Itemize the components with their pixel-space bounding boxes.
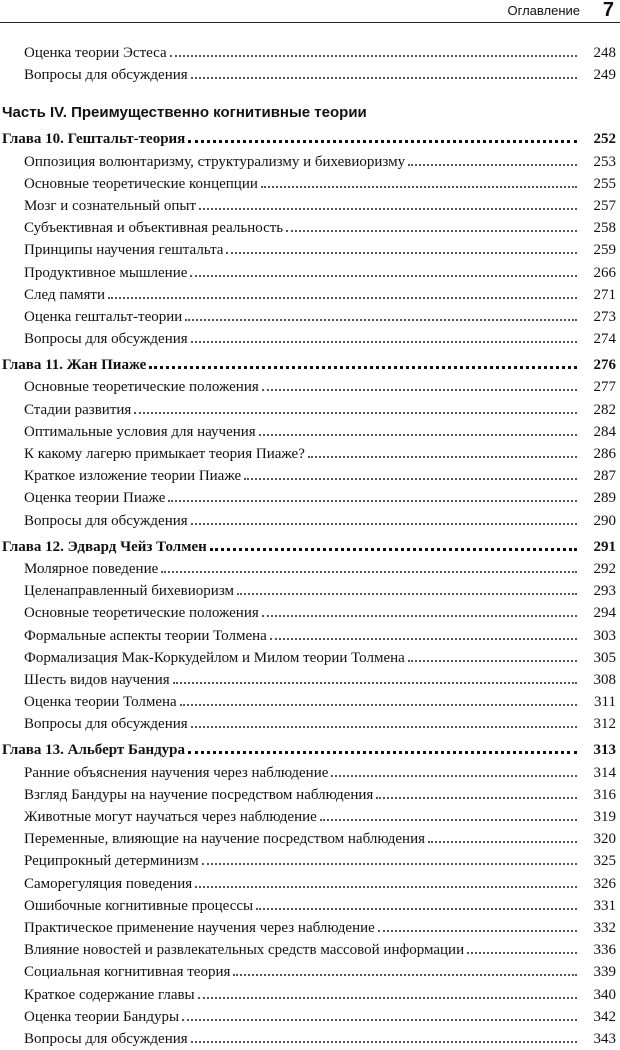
toc-entry[interactable] — [0, 151, 620, 173]
table-of-contents — [0, 42, 620, 1050]
toc-entry-title: Вопросы для обсуждения — [24, 331, 188, 348]
toc-entry[interactable] — [0, 64, 620, 86]
toc-entry-title: Оценка теории Пиаже — [24, 490, 166, 507]
dot-leader — [244, 478, 577, 480]
toc-entry[interactable] — [0, 713, 620, 735]
toc-page-number: 312 — [593, 716, 616, 733]
toc-entry[interactable] — [0, 580, 620, 602]
dot-leader — [259, 434, 577, 436]
toc-entry[interactable] — [0, 239, 620, 261]
dot-leader — [198, 997, 577, 999]
dot-leader — [191, 523, 577, 525]
toc-entry-title: Оценка гештальт-теории — [24, 308, 183, 325]
toc-entry[interactable] — [0, 669, 620, 691]
dot-leader — [376, 797, 577, 799]
toc-entry[interactable] — [0, 195, 620, 217]
toc-entry-title: Переменные, влияющие на научение посредством наблюдения — [24, 831, 426, 848]
toc-entry[interactable] — [0, 1028, 620, 1050]
toc-page-number: 274 — [593, 331, 616, 348]
toc-entry[interactable] — [0, 895, 620, 917]
toc-page-number: 289 — [593, 490, 616, 507]
dot-leader — [408, 164, 577, 166]
toc-entry[interactable] — [0, 850, 620, 872]
toc-page-number: 340 — [593, 986, 616, 1003]
toc-entry-title: Мозг и сознательный опыт — [24, 197, 197, 214]
dot-leader — [108, 297, 577, 299]
toc-entry-title: Вопросы для обсуждения — [24, 716, 188, 733]
toc-page-number: 325 — [593, 853, 616, 870]
dot-leader — [185, 319, 577, 321]
toc-page-number: 331 — [593, 897, 616, 914]
toc-entry-title: Оценка теории Бандуры — [24, 1008, 180, 1025]
toc-entry-title: Шесть видов научения — [24, 671, 170, 688]
dot-leader — [233, 974, 577, 976]
dot-leader — [199, 208, 577, 210]
toc-page-number: 277 — [593, 379, 616, 396]
toc-entry[interactable] — [0, 262, 620, 284]
toc-page-number: 284 — [593, 423, 616, 440]
toc-entry-title: Продуктивное мышление — [24, 264, 188, 281]
chapter-heading[interactable] — [0, 536, 620, 558]
chapter-heading[interactable] — [0, 739, 620, 761]
dot-leader — [191, 77, 577, 79]
toc-page-number: 336 — [593, 942, 616, 959]
toc-entry[interactable] — [0, 510, 620, 532]
dot-leader — [331, 775, 577, 777]
dot-leader — [191, 726, 577, 728]
dot-leader — [320, 819, 577, 821]
dot-leader — [195, 886, 577, 888]
toc-entry-title: Формализация Мак-Коркудейлом и Милом теории Толмена — [24, 649, 405, 666]
toc-page-number: 286 — [593, 446, 616, 462]
dot-leader — [182, 1019, 577, 1021]
toc-entry-title: Глава 12. Эдвард Чейз Толмен — [2, 538, 207, 555]
toc-entry[interactable] — [0, 328, 620, 350]
toc-page-number: 326 — [593, 875, 616, 892]
toc-entry-title: Ошибочные когнитивные процессы — [24, 897, 254, 914]
toc-entry[interactable] — [0, 984, 620, 1006]
toc-entry[interactable] — [0, 828, 620, 850]
toc-entry-title: Взгляд Бандуры на научение посредством наблюдения — [24, 786, 374, 803]
dot-leader — [210, 548, 577, 551]
chapter-heading[interactable] — [0, 354, 620, 376]
toc-page-number: 308 — [593, 671, 616, 688]
toc-entry-title: Глава 10. Гештальт-теория — [2, 131, 186, 148]
toc-page-number: 253 — [593, 153, 616, 170]
dot-leader — [180, 704, 577, 706]
toc-entry-title: Глава 13. Альберт Бандура — [2, 742, 186, 759]
toc-entry[interactable] — [0, 647, 620, 669]
toc-entry-title: Краткое содержание главы — [24, 986, 195, 1003]
toc-page-number: 257 — [593, 197, 616, 214]
toc-page-number: 291 — [593, 538, 616, 555]
toc-entry[interactable] — [0, 917, 620, 939]
toc-entry[interactable] — [0, 306, 620, 328]
toc-entry[interactable] — [0, 691, 620, 713]
toc-page-number: 271 — [593, 286, 616, 303]
dot-leader — [149, 366, 577, 369]
header-title: Оглавление — [507, 3, 580, 18]
toc-page-number: 292 — [593, 560, 616, 577]
toc-entry[interactable] — [0, 1006, 620, 1028]
dot-leader — [161, 571, 577, 573]
chapter-block — [0, 739, 620, 1050]
dot-leader — [408, 660, 577, 662]
dot-leader — [190, 275, 577, 277]
toc-entry-title: Реципрокный детерминизм — [24, 853, 199, 870]
toc-entry[interactable] — [0, 873, 620, 895]
toc-page-number: 305 — [593, 649, 616, 666]
toc-page-number: 290 — [593, 512, 616, 529]
toc-entry-title: Оптимальные условия для научения — [24, 423, 256, 440]
toc-page-number: 316 — [593, 786, 616, 803]
toc-page-number: 276 — [593, 357, 616, 374]
dot-leader — [173, 682, 577, 684]
toc-entry[interactable] — [0, 217, 620, 239]
toc-page-number: 249 — [593, 67, 616, 84]
toc-entry-title: Глава 11. Жан Пиаже — [2, 357, 147, 374]
toc-page-number: 319 — [593, 809, 616, 825]
toc-page-number: 258 — [593, 220, 616, 237]
toc-entry[interactable] — [0, 376, 620, 398]
dot-leader — [188, 751, 577, 754]
part-heading: Часть IV. Преимущественно когнитивные теории — [2, 104, 367, 122]
toc-page-number: 273 — [593, 308, 616, 325]
toc-entry[interactable] — [0, 487, 620, 509]
toc-entry-title: Краткое изложение теории Пиаже — [24, 468, 242, 485]
toc-entry[interactable] — [0, 602, 620, 624]
toc-page-number: 320 — [593, 831, 616, 848]
toc-entry-title: Социальная когнитивная теория — [24, 964, 231, 981]
toc-entry[interactable] — [0, 443, 620, 465]
page-number: 7 — [602, 0, 614, 21]
toc-entry-title: Основные теоретические положения — [24, 605, 259, 622]
toc-entry-title: Основные теоретические концепции — [24, 175, 258, 192]
toc-entry[interactable] — [0, 762, 620, 784]
toc-entry[interactable] — [0, 558, 620, 580]
toc-entry-title: Влияние новостей и развлекательных средств массовой информации — [24, 942, 465, 959]
dot-leader — [262, 615, 577, 617]
toc-entry-title: Вопросы для обсуждения — [24, 67, 188, 84]
running-header — [0, 0, 620, 23]
toc-entry-title: Вопросы для обсуждения — [24, 512, 188, 529]
dot-leader — [428, 841, 577, 843]
dot-leader — [226, 252, 577, 254]
toc-entry[interactable] — [0, 961, 620, 983]
toc-page-number: 314 — [593, 764, 616, 781]
toc-entry-title: Молярное поведение — [24, 560, 159, 577]
toc-entry-title: Принципы научения гештальта — [24, 242, 224, 259]
toc-entry[interactable] — [0, 939, 620, 961]
toc-entry-title: Вопросы для обсуждения — [24, 1030, 188, 1047]
toc-entry-title: Оппозиция волюнтаризму, структурализму и бихевиоризму — [24, 153, 406, 170]
dot-leader — [286, 230, 577, 232]
toc-entry-title: Стадии развития — [24, 401, 132, 418]
dot-leader — [261, 186, 577, 188]
toc-entry-title: Практическое применение научения через наблюдение — [24, 919, 375, 936]
toc-entry[interactable] — [0, 784, 620, 806]
toc-page-number: 252 — [593, 131, 616, 148]
toc-page-number: 311 — [594, 694, 616, 711]
toc-entry-title: Ранние объяснения научения через наблюдение — [24, 764, 329, 781]
dot-leader — [378, 930, 577, 932]
toc-page-number: 248 — [593, 45, 616, 61]
dot-leader — [170, 55, 577, 57]
dot-leader — [270, 638, 577, 640]
toc-entry[interactable] — [0, 465, 620, 487]
toc-entry-title: Целенаправленный бихевиоризм — [24, 583, 235, 600]
toc-page-number: 255 — [593, 175, 616, 192]
toc-page-number: 293 — [593, 583, 616, 600]
toc-entry-title: Основные теоретические положения — [24, 379, 259, 396]
dot-leader — [191, 341, 577, 343]
toc-page-number: 259 — [593, 242, 616, 259]
toc-entry[interactable] — [0, 173, 620, 195]
toc-page-number: 343 — [593, 1030, 616, 1047]
toc-page-number: 313 — [593, 742, 616, 759]
toc-entry[interactable] — [0, 421, 620, 443]
dot-leader — [134, 412, 577, 414]
dot-leader — [256, 908, 577, 910]
toc-page-number: 339 — [593, 964, 616, 981]
dot-leader — [191, 1041, 577, 1043]
dot-leader — [188, 140, 577, 143]
toc-page-number: 332 — [593, 919, 616, 936]
chapter-block — [0, 354, 620, 532]
toc-entry[interactable] — [0, 806, 620, 828]
toc-entry[interactable] — [0, 284, 620, 306]
toc-entry-title: Формальные аспекты теории Толмена — [24, 627, 267, 644]
chapter-block — [0, 128, 620, 350]
dot-leader — [308, 456, 577, 458]
toc-entry-title: Животные могут научаться через наблюдение — [24, 809, 317, 825]
toc-entry-title: Субъективная и объективная реальность — [24, 220, 284, 237]
toc-page-number: 303 — [593, 627, 616, 644]
dot-leader — [262, 389, 577, 391]
toc-entry[interactable] — [0, 625, 620, 647]
toc-page-number: 287 — [593, 468, 616, 485]
chapter-block — [0, 536, 620, 736]
dot-leader — [467, 952, 577, 954]
toc-page-number: 266 — [593, 264, 616, 281]
toc-entry-title: Оценка теории Толмена — [24, 694, 177, 711]
dot-leader — [168, 500, 577, 502]
toc-page-number: 282 — [593, 401, 616, 418]
dot-leader — [202, 863, 577, 865]
dot-leader — [237, 593, 577, 595]
toc-entry[interactable] — [0, 399, 620, 421]
chapter-heading[interactable] — [0, 128, 620, 150]
toc-entry-title: Оценка теории Эстеса — [24, 45, 167, 61]
toc-page-number: 342 — [593, 1008, 616, 1025]
toc-page-number: 294 — [593, 605, 616, 622]
toc-entry-title: След памяти — [24, 286, 105, 303]
toc-entry-title: К какому лагерю примыкает теория Пиаже? — [24, 446, 305, 462]
toc-entry[interactable] — [0, 42, 620, 64]
toc-entry-title: Саморегуляция поведения — [24, 875, 193, 892]
